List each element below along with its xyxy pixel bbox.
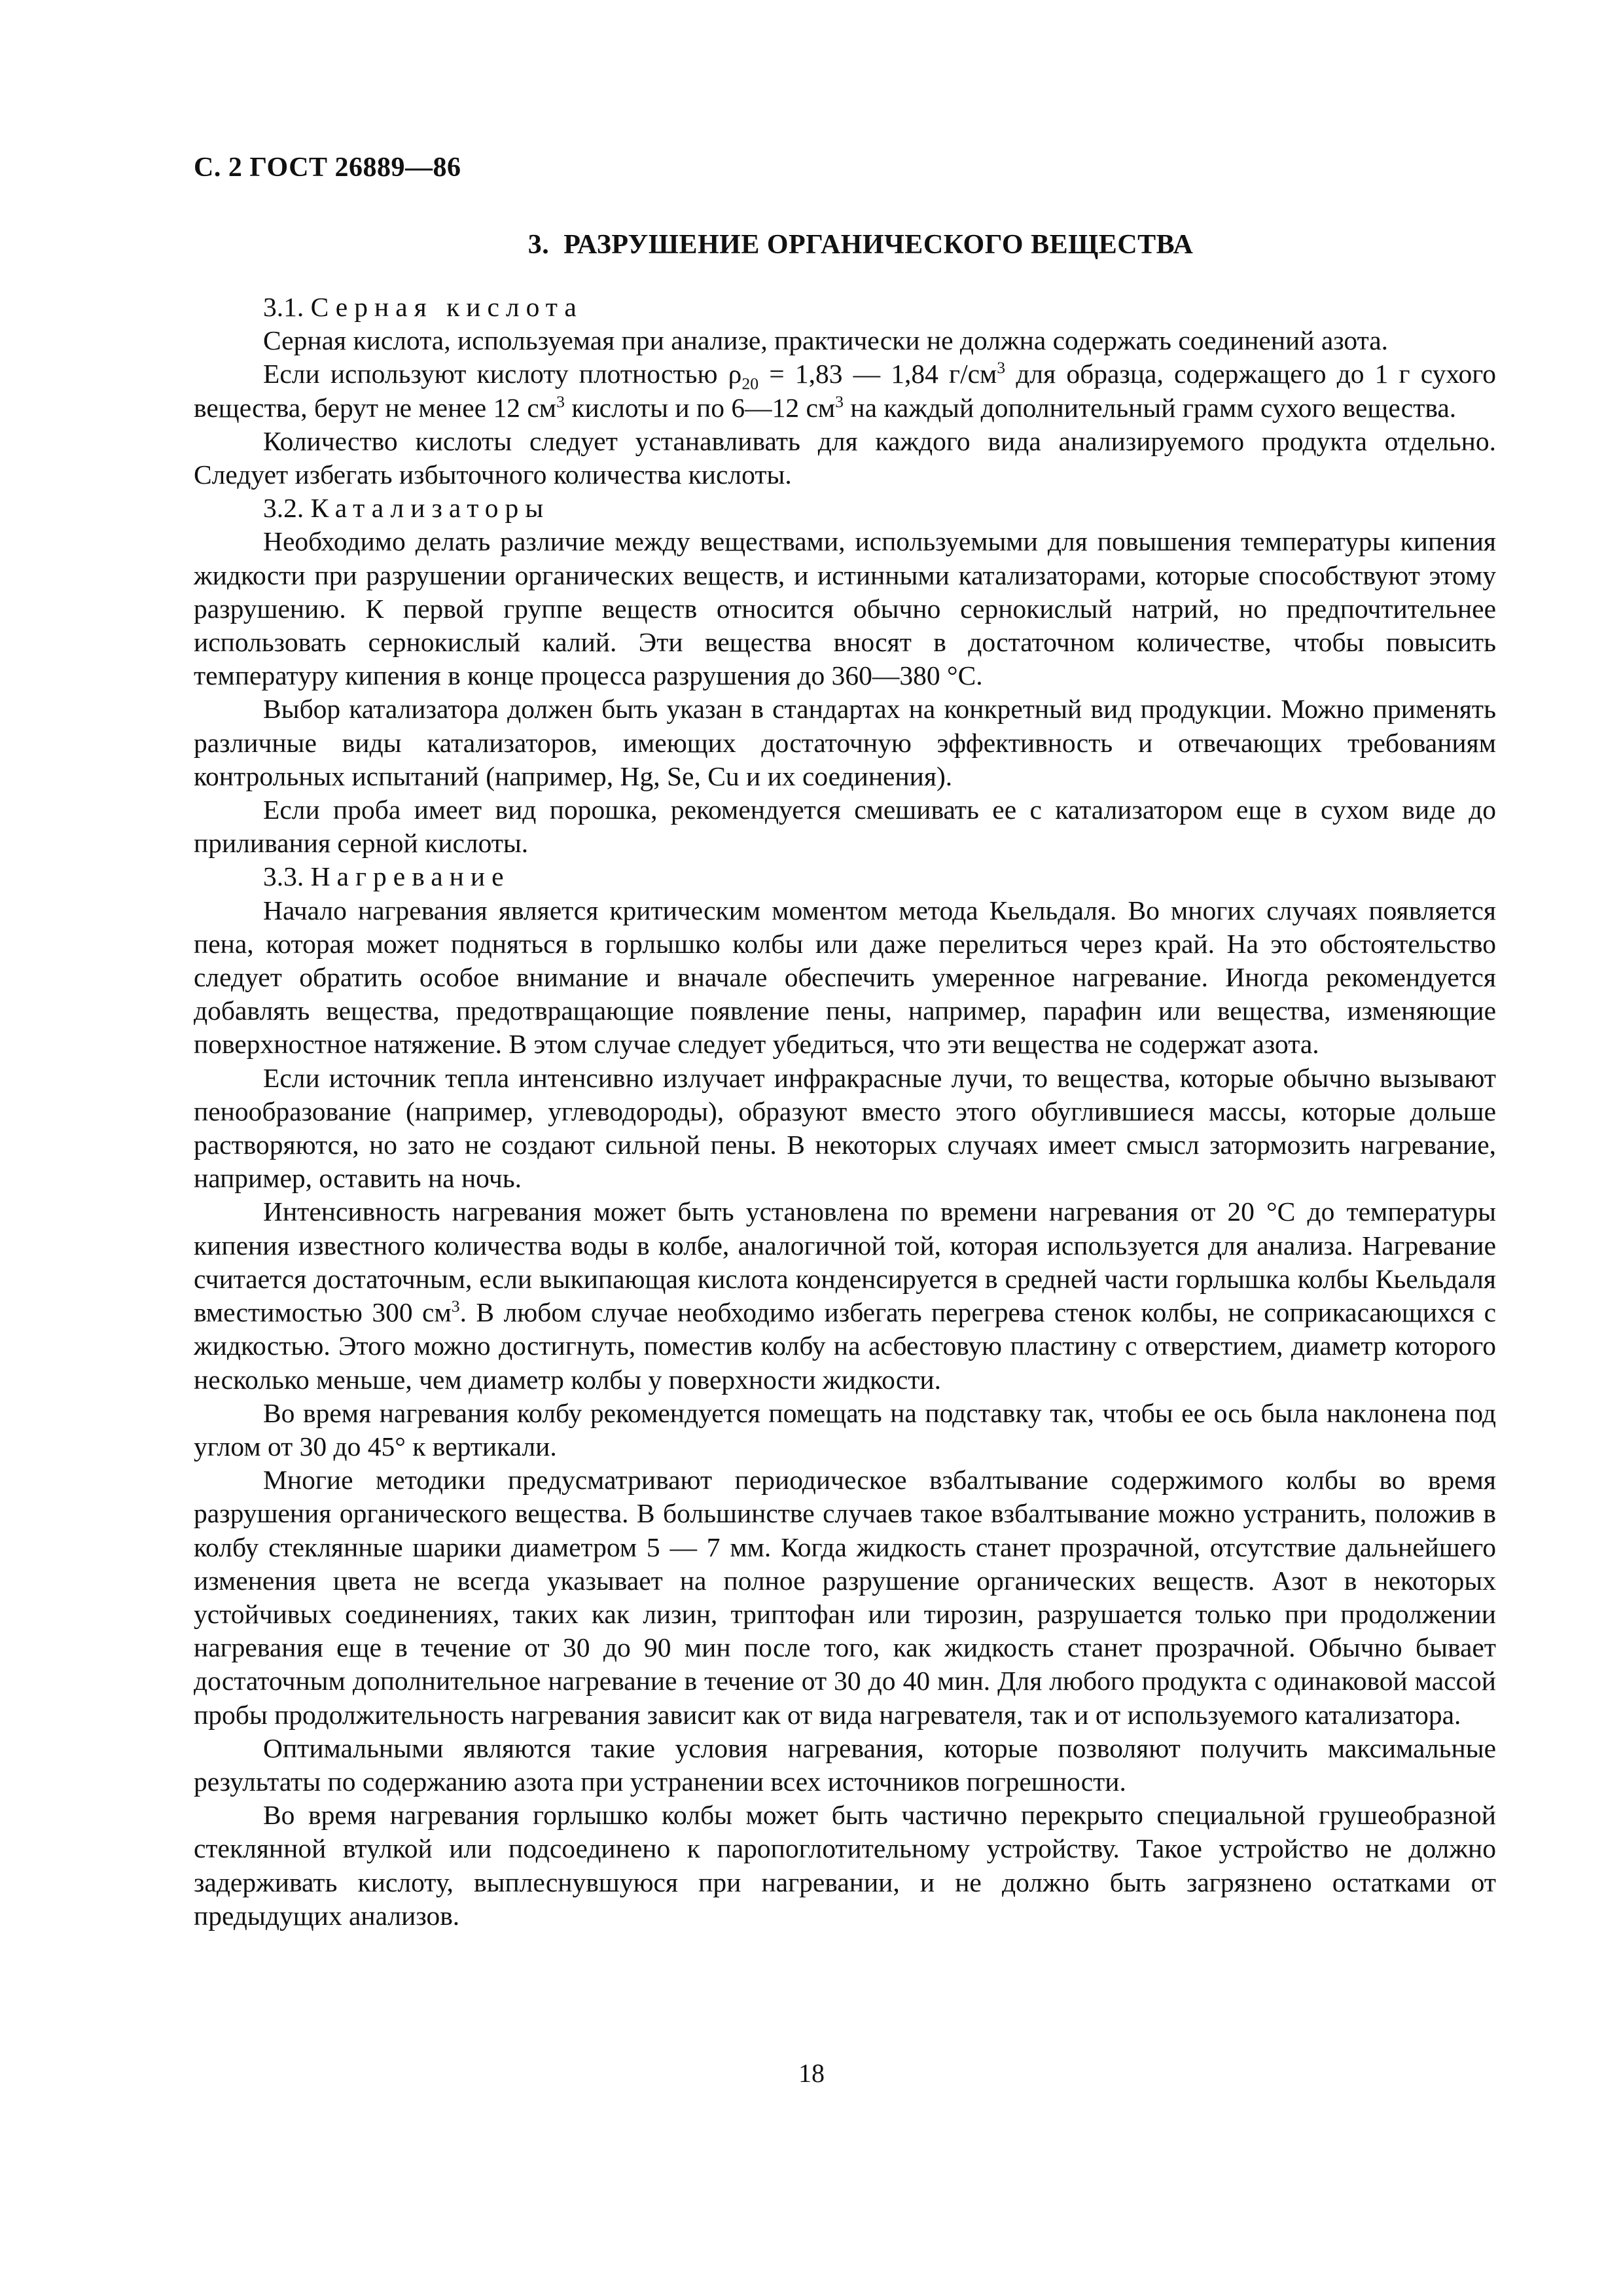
text-run: Если используют кислоту плотностью	[263, 359, 728, 389]
paragraph	[194, 357, 1496, 424]
paragraph	[194, 1195, 1496, 1396]
paragraph: Выбор катализатора должен быть указан в стандартах на конкретный вид продукции. Можно применять различные виды катализаторов, имеющих достаточную эффективность и отвечающих требованиям контрольных испытаний (например, Hg, Se, Cu и их соединения).	[194, 694, 1496, 791]
paragraph: Необходимо делать различие между веществами, используемыми для повышения температуры кипения жидкости при разрушении органических веществ, и истинными катализаторами, которые способствуют этому разрушению. К первой группе веществ относится обычно сернокислый натрий, но предпочтительнее использовать сернокислый калий. Эти вещества вносят в достаточном количестве, чтобы повысить температуру кипения в конце процесса разрушения до 360—380 °С.	[194, 526, 1496, 691]
paragraph: Оптимальными являются такие условия нагревания, которые позволяют получить максимальные результаты по содержанию азота при устранении всех источников погрешности.	[194, 1732, 1496, 1797]
text-run: для образца, содержащего до 1 г сухого вещества, берут не менее 12 см	[194, 359, 1497, 423]
subsection-number: 3.1.	[263, 292, 304, 322]
document-body	[194, 291, 1496, 1933]
subsection-title: Катализаторы	[310, 493, 550, 524]
text-run: кислоты и по 6—12 см	[564, 392, 836, 423]
page-number: 18	[798, 2058, 825, 2088]
paragraph: Во время нагревания горлышко колбы может быть частично перекрыто специальной грушеобразной стеклянной втулкой или подсоединено к паропоглотительному устройству. Такое устройство не должно задерживать кислоту, выплеснувшуюся при нагревании, и не должно быть загрязнено остатками от предыдущих анализов.	[194, 1800, 1496, 1931]
paragraph: Серная кислота, используемая при анализе, практически не должна содержать соединений азота.	[263, 325, 1389, 356]
document-header: С. 2 ГОСТ 26889—86	[194, 152, 461, 183]
superscript: 3	[556, 391, 565, 411]
text-run: = 1,83 — 1,84 г/см	[758, 359, 997, 389]
subsection-heading	[194, 860, 1496, 893]
text-run: на каждый дополнительный грамм сухого вещества.	[844, 392, 1457, 423]
subsection-heading	[194, 492, 1496, 525]
superscript: 3	[997, 358, 1006, 378]
text-run: . В любом случае необходимо избегать перегрева стенок колбы, не соприкасающихся с жидкостью. Этого можно достигнуть, поместив колбу на асбестовую пластину с отверстием, диаметр которого несколько меньше, чем диаметр колбы у поверхности жидкости.	[194, 1297, 1497, 1395]
paragraph: Если источник тепла интенсивно излучает инфракрасные лучи, то вещества, которые обычно вызывают пенообразование (например, углеводороды), образуют вместо этого обуглившиеся массы, которые дольше растворяются, но зато не создают сильной пены. В некоторых случаях имеет смысл затормозить нагревание, например, оставить на ночь.	[194, 1062, 1496, 1194]
subsection-number: 3.2.	[263, 493, 304, 524]
subsection-title: Серная кислота	[310, 292, 583, 322]
section-number: 3.	[527, 230, 550, 260]
subsection-number: 3.3.	[263, 861, 304, 892]
section-heading	[0, 229, 1623, 260]
density-symbol	[728, 359, 759, 393]
paragraph: Начало нагревания является критическим моментом метода Кьельдаля. Во многих случаях появляется пена, которая может подняться в горлышко колбы или даже перелиться через край. На это обстоятельство следует обратить особое внимание и вначале обеспечить умеренное нагревание. Иногда рекомендуется добавлять вещества, предотвращающие появление пены, например, парафин или вещества, изменяющие поверхностное натяжение. В этом случае следует убедиться, что эти вещества не содержат азота.	[194, 895, 1496, 1060]
paragraph: Во время нагревания колбу рекомендуется помещать на подставку так, чтобы ее ось была наклонена под углом от 30 до 45° к вертикали.	[194, 1397, 1496, 1462]
section-title: РАЗРУШЕНИЕ ОРГАНИЧЕСКОГО ВЕЩЕСТВА	[563, 230, 1194, 260]
subsection-heading	[194, 291, 1496, 324]
superscript: 3	[835, 391, 844, 411]
rho-symbol: ρ	[728, 359, 742, 389]
text-run: Интенсивность нагревания может быть установлена по времени нагревания от 20 °С до температуры кипения известного количества воды в колбе, аналогичной той, которая используется для анализа. Нагревание считается достаточным, если выкипающая кислота конденсируется в средней части горлышка колбы Кьельдаля вместимостью 300 см	[194, 1196, 1496, 1328]
paragraph: Если проба имеет вид порошка, рекомендуется смешивать ее с катализатором еще в сухом виде до приливания серной кислоты.	[194, 795, 1496, 859]
subsection-title: Нагревание	[310, 861, 510, 892]
superscript: 3	[451, 1297, 460, 1316]
paragraph: Количество кислоты следует устанавливать для каждого вида анализируемого продукта отдельно. Следует избегать избыточного количества кислоты.	[194, 425, 1496, 490]
subscript: 20	[741, 374, 759, 393]
paragraph: Многие методики предусматривают периодическое взбалтывание содержимого колбы во время разрушения органического вещества. В большинстве случаев такое взбалтывание можно устранить, положив в колбу стеклянные шарики диаметром 5 — 7 мм. Когда жидкость станет прозрачной, отсутствие дальнейшего изменения цвета не всегда указывает на полное разрушение органических веществ. Азот в некоторых устойчивых соединениях, таких как лизин, триптофан или тирозин, разрушается только при продолжении нагревания еще в течение от 30 до 90 мин после того, как жидкость станет прозрачной. Обычно бывает достаточным дополнительное нагревание в течение от 30 до 40 мин. Для любого продукта с одинаковой массой пробы продолжительность нагревания зависит как от вида нагревателя, так и от используемого катализатора.	[194, 1465, 1496, 1730]
